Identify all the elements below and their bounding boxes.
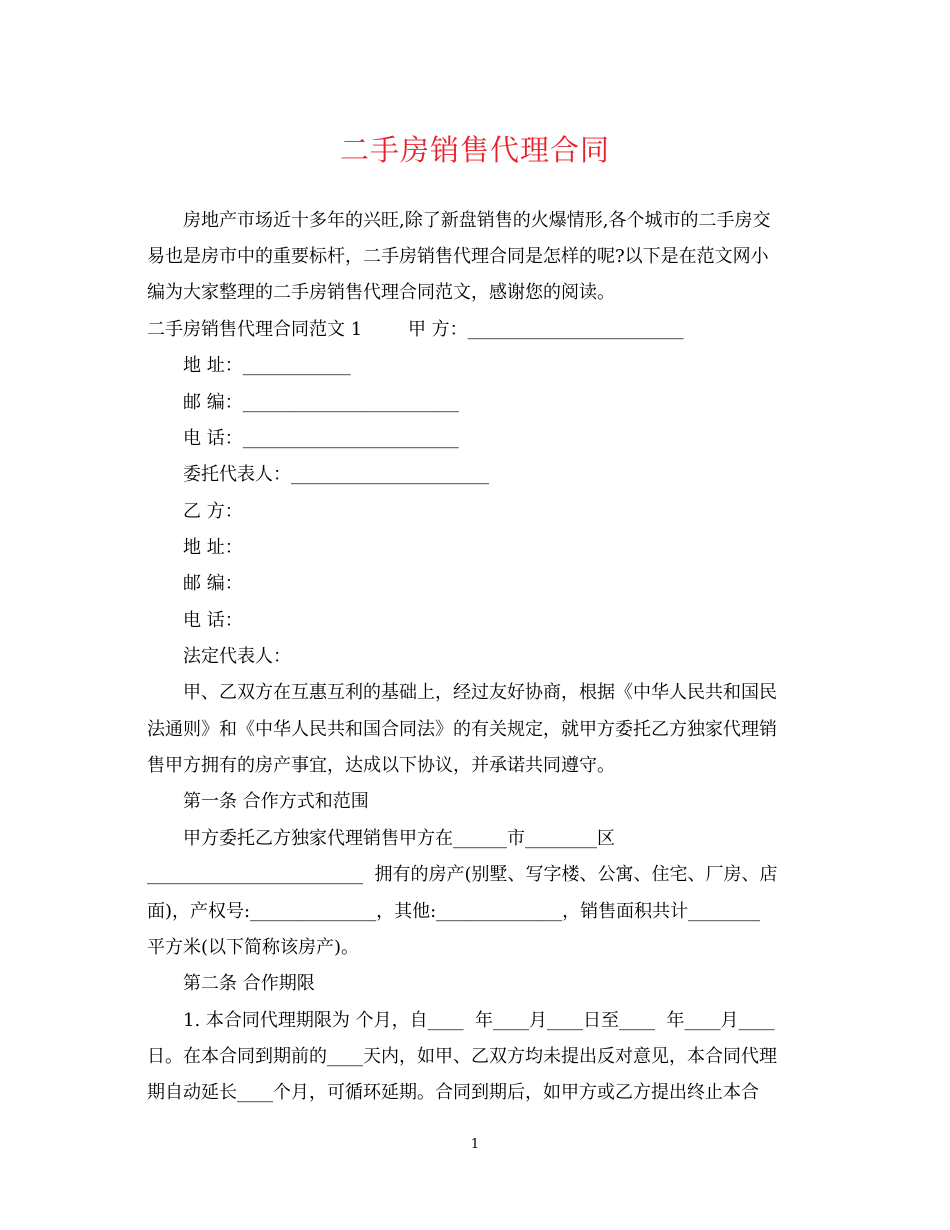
section-heading-line: 二手房销售代理合同范文 1 甲 方：________________________: [147, 319, 684, 340]
body-line: 易也是房市中的重要标杆，二手房销售代理合同是怎样的呢?以下是在范文网小: [147, 246, 769, 267]
body-line: 法通则》和《中华人民共和国合同法》的有关规定，就甲方委托乙方独家代理销: [147, 719, 777, 740]
body-line: 1. 本合同代理期限为 个月，自____ 年____月____日至____ 年____月____: [183, 1010, 775, 1031]
form-field-line: 委托代表人：______________________: [183, 464, 489, 485]
article-heading: 第一条 合作方式和范围: [183, 791, 369, 812]
body-line: 期自动延长____个月，可循环延期。合同到期后，如甲方或乙方提出终止本合: [147, 1082, 759, 1103]
body-line: 售甲方拥有的房产事宜，达成以下协议，并承诺共同遵守。: [147, 755, 615, 776]
form-field-line: 邮 编：: [183, 573, 243, 594]
body-line: ________________________ 拥有的房产(别墅、写字楼、公寓、住宅、厂房、店: [147, 864, 778, 885]
body-line: 编为大家整理的二手房销售代理合同范文，感谢您的阅读。: [147, 282, 615, 303]
body-line: 房地产市场近十多年的兴旺,除了新盘销售的火爆情形,各个城市的二手房交: [183, 210, 771, 231]
article-heading: 第二条 合作期限: [183, 973, 315, 994]
form-field-line: 地 址：____________: [183, 355, 351, 376]
form-field-line: 邮 编：________________________: [183, 392, 459, 413]
document-title: 二手房销售代理合同: [339, 133, 610, 167]
page-number: 1: [470, 1137, 480, 1152]
form-field-line: 电 话：________________________: [183, 428, 459, 449]
body-line: 面)，产权号:______________，其他:______________，销售面积共计________: [147, 901, 761, 922]
form-field-line: 法定代表人：: [183, 646, 291, 667]
body-line: 甲、乙双方在互惠互利的基础上，经过友好协商，根据《中华人民共和国民: [183, 682, 777, 703]
form-field-line: 电 话：: [183, 610, 243, 631]
form-field-line: 地 址：: [183, 537, 243, 558]
body-line: 平方米(以下简称该房产)。: [147, 937, 360, 958]
body-line: 日。在本合同到期前的____天内，如甲、乙双方均未提出反对意见，本合同代理: [147, 1046, 777, 1067]
form-field-line: 乙 方：: [183, 501, 243, 522]
body-line: 甲方委托乙方独家代理销售甲方在______市________区: [183, 828, 615, 849]
